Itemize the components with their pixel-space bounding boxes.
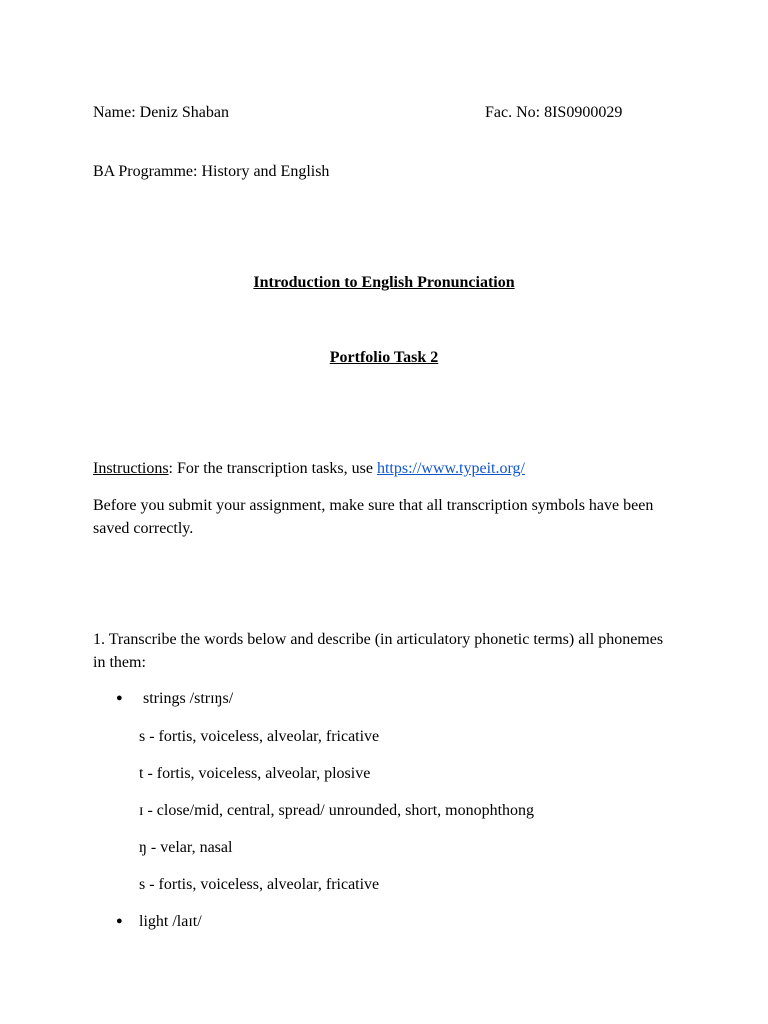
phoneme-description: s - fortis, voiceless, alveolar, fricative [139,876,380,893]
question-1-prompt: 1. Transcribe the words below and describe (in articulatory phonetic terms) all phonemes in them: [93,631,664,671]
instructions-label: Instructions [93,460,169,477]
student-name: Name: Deniz Shaban [93,104,229,121]
bullet-marker: ● [116,915,123,927]
word-light-heading: light /laɪt/ [139,913,202,930]
task-title: Portfolio Task 2 [329,349,439,366]
typeit-link[interactable]: https://www.typeit.org/ [376,460,525,477]
phoneme-description: t - fortis, voiceless, alveolar, plosive [139,765,371,782]
phoneme-description: ŋ - velar, nasal [139,839,233,856]
course-title: Introduction to English Pronunciation [253,274,515,291]
ba-programme: BA Programme: History and English [93,163,330,180]
instructions-line [93,457,525,480]
phoneme-description: s - fortis, voiceless, alveolar, fricative [139,728,380,745]
course-title-row [0,271,768,294]
phoneme-description: ɪ - close/mid, central, spread/ unrounded, short, monophthong [139,802,535,819]
task-title-row [0,346,768,369]
bullet-marker: ● [116,692,123,704]
submission-note: Before you submit your assignment, make sure that all transcription symbols have been saved correctly. [93,497,654,537]
word-strings-heading: strings /strɪŋs/ [143,690,234,707]
instructions-text: : For the transcription tasks, use [168,460,377,477]
faculty-number: Fac. No: 8IS0900029 [485,104,623,121]
